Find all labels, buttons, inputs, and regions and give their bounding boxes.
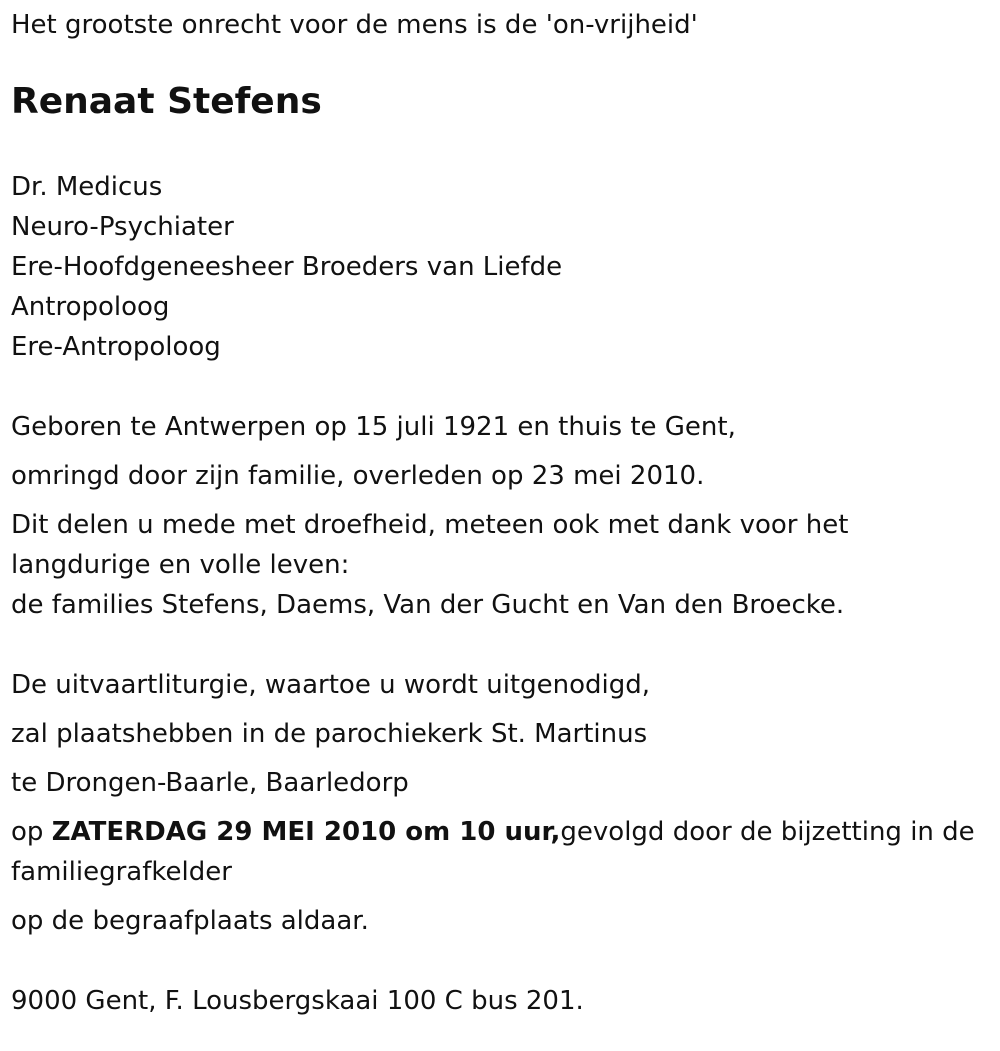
funeral-cemetery-line: op de begraafplaats aldaar. <box>11 906 369 936</box>
death-line: omringd door zijn familie, overleden op 23 mei 2010. <box>11 461 705 491</box>
title-item: Ere-Antropoloog <box>11 332 221 362</box>
address-line: 9000 Gent, F. Lousbergskaai 100 C bus 201. <box>11 986 584 1016</box>
families-line: de families Stefens, Daems, Van der Gucht en Van den Broecke. <box>11 590 845 620</box>
funeral-date-bold: ZATERDAG 29 MEI 2010 om 10 uur, <box>51 817 561 847</box>
deceased-name: Renaat Stefens <box>11 81 322 122</box>
announcement-text: Dit delen u mede met droefheid, meteen ook met dank voor het langdurige en volle leven: <box>11 510 849 580</box>
funeral-date-line <box>11 812 990 892</box>
title-item: Dr. Medicus <box>11 172 163 202</box>
funeral-location-line: te Drongen-Baarle, Baarledorp <box>11 768 409 798</box>
funeral-church-line: zal plaatshebben in de parochiekerk St. Martinus <box>11 719 648 749</box>
title-item: Neuro-Psychiater <box>11 212 234 242</box>
title-item: Antropoloog <box>11 292 170 322</box>
motto-quote: Het grootste onrecht voor de mens is de 'on-vrijheid' <box>11 10 698 40</box>
titles-list <box>11 167 990 367</box>
obituary-page <box>0 5 1000 1051</box>
funeral-date-suffix: gevolgd door de bijzetting in de familiegrafkelder <box>11 817 975 887</box>
birth-line: Geboren te Antwerpen op 15 juli 1921 en thuis te Gent, <box>11 412 736 442</box>
funeral-date-prefix: op <box>11 817 52 847</box>
funeral-invite-line: De uitvaartliturgie, waartoe u wordt uitgenodigd, <box>11 670 650 700</box>
title-item: Ere-Hoofdgeneesheer Broeders van Liefde <box>11 252 563 282</box>
